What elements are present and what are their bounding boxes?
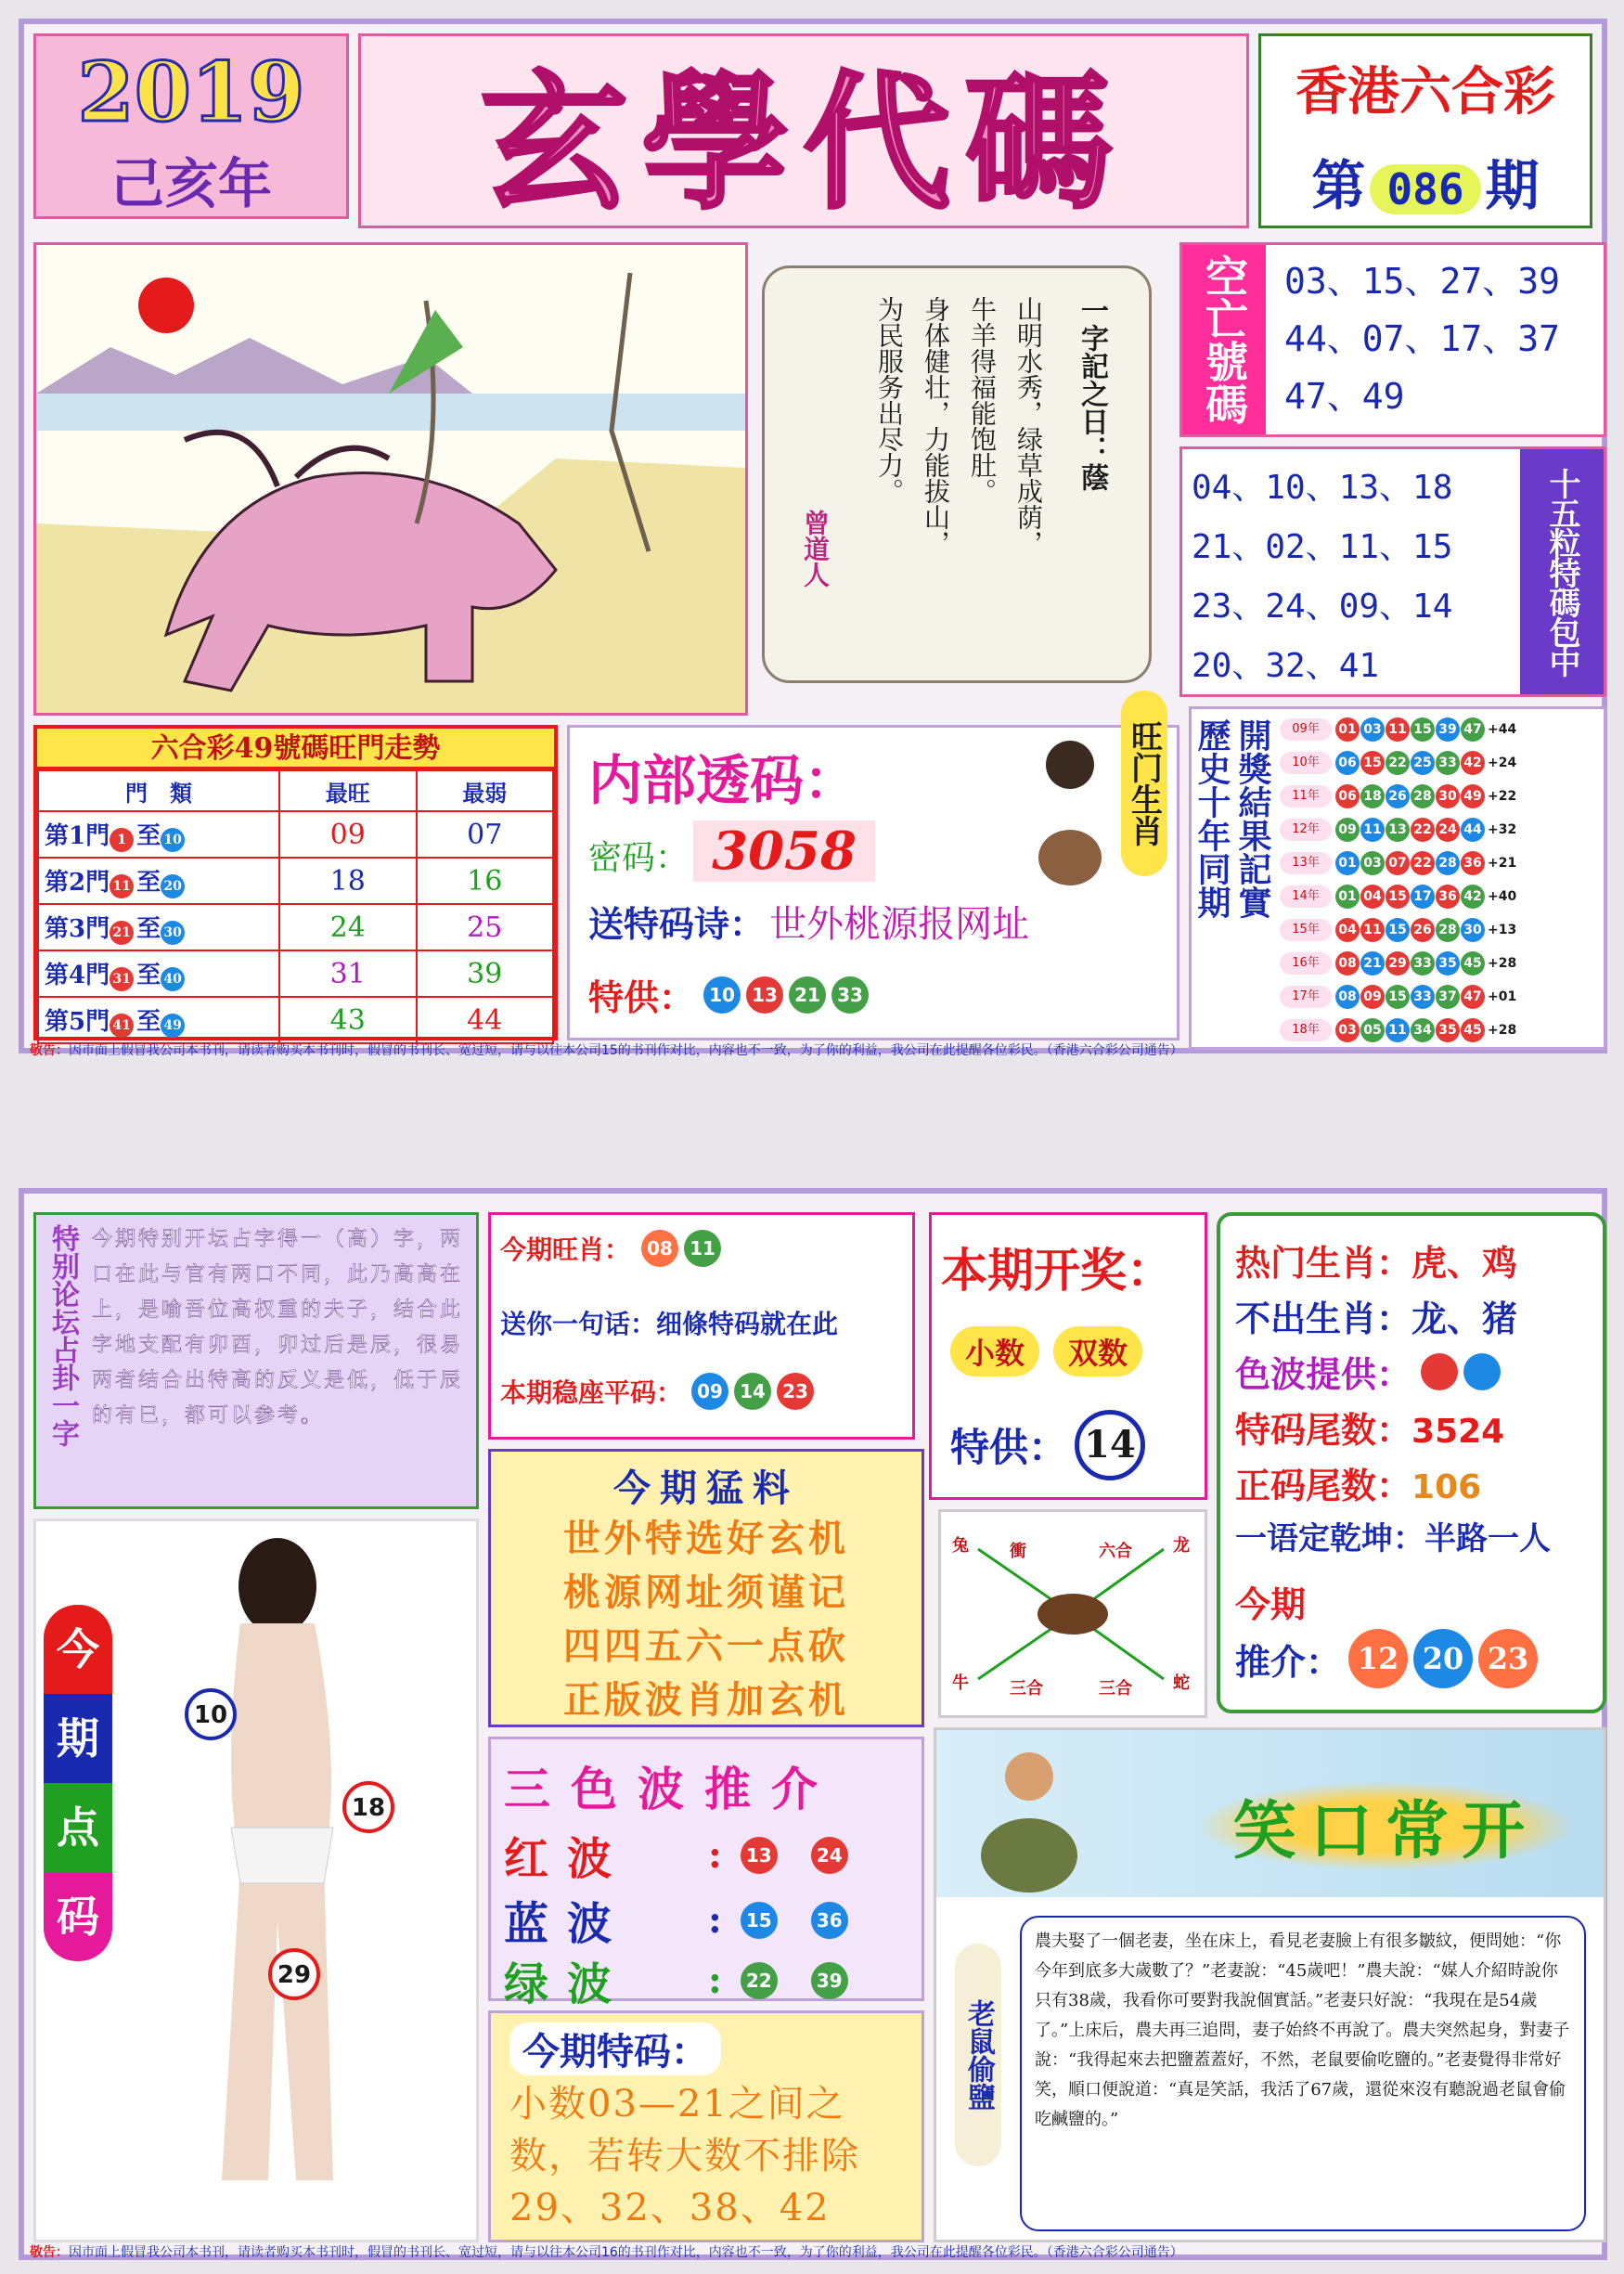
color-line (1235, 1346, 1506, 1397)
zodiac-label: 龙 (1173, 1536, 1190, 1556)
hist-ball: 42 (1461, 751, 1485, 775)
notice-bar (24, 1040, 1602, 1059)
trend-hot: 31 (279, 950, 417, 997)
poem-line-3: 身体健壮，力能拔山， (921, 296, 951, 556)
te15-row: 23、24、09、14 (1192, 588, 1453, 626)
te-line (950, 1410, 1145, 1480)
te-gong-ball: 10 (703, 976, 741, 1014)
hist-ball: 47 (1461, 985, 1485, 1009)
hist-ball: 29 (1386, 951, 1410, 975)
ping-label: 本期稳座平码： (500, 1377, 683, 1408)
hist-title1: 開獎結果記實 (1233, 718, 1272, 919)
hist-row (1280, 846, 1516, 880)
issue-post: 期 (1485, 154, 1540, 217)
red-ball: 13 (741, 1837, 778, 1874)
trend-cold: 25 (417, 904, 554, 950)
trend-door: 第2門 11 至 20 (38, 858, 279, 904)
notice-text: 因市面上假冒我公司本书刊，请读者购买本书刊时，假冒的书刊长、宽过短，请与以往本公司16的书刊作对比，内容也不一致，为了你的利益，我公司在此提醒各位彩民。（香港六合彩公司通告） (69, 2245, 1183, 2260)
page-top (19, 19, 1607, 1058)
zodiac-label: 牛 (952, 1673, 969, 1693)
trend-hot: 43 (279, 997, 417, 1043)
ping-ball: 09 (691, 1373, 728, 1410)
hist-row (1280, 947, 1516, 980)
wang-ball: 11 (684, 1230, 721, 1267)
te-title: 今期特码： (509, 2022, 721, 2075)
hist-ball: 26 (1386, 784, 1410, 808)
main-title: 玄學代碼 (481, 57, 1127, 229)
hist-ball: 30 (1461, 918, 1485, 942)
trend-cold: 44 (417, 997, 554, 1043)
year-block (33, 33, 349, 219)
hist-ball: 03 (1360, 717, 1385, 742)
trend-hot: 18 (279, 858, 417, 904)
kaijiang-tags (950, 1326, 1142, 1376)
hist-ball: 04 (1335, 918, 1360, 942)
hist-special: +44 (1488, 722, 1517, 737)
hist-year: 17年 (1280, 986, 1332, 1008)
double-tag: 双数 (1053, 1326, 1142, 1376)
hist-year: 12年 (1280, 819, 1332, 841)
zodiac-label: 兔 (952, 1536, 969, 1556)
hist-ball: 36 (1436, 885, 1460, 909)
color-label: 色波提供： (1235, 1353, 1412, 1395)
te-gong-ball: 13 (746, 976, 783, 1014)
pt-ball: 29 (268, 1948, 320, 2000)
hist-ball: 22 (1386, 751, 1410, 775)
hist-special: +40 (1488, 889, 1517, 904)
trend-cold: 07 (417, 811, 554, 858)
red-label: 红波 (504, 1833, 631, 1885)
zodiac-label: 蛇 (1173, 1673, 1190, 1693)
kong-nums (1284, 252, 1560, 425)
sanse-box (488, 1737, 924, 2010)
hist-rows (1280, 713, 1516, 1047)
hist-ball: 04 (1360, 885, 1385, 909)
issue-pre: 第 (1311, 154, 1366, 217)
trend-row (38, 904, 553, 950)
laoshu: 老鼠偷鹽 (955, 1944, 1001, 2166)
hist-row (1280, 880, 1516, 913)
hist-ball: 06 (1335, 751, 1360, 775)
one-line (500, 1304, 838, 1341)
tj-ball: 23 (1478, 1629, 1538, 1688)
hist-ball: 33 (1436, 751, 1460, 775)
meng-line: 世外特选好玄机 (563, 1517, 849, 1560)
hist-ball: 13 (1386, 818, 1410, 842)
forum-box (33, 1212, 479, 1509)
hist-ball: 05 (1360, 1018, 1385, 1042)
meng-title: 今期猛料 (613, 1466, 799, 1510)
year: 2019 (77, 44, 305, 140)
wang-label: 今期旺肖： (500, 1234, 631, 1265)
blue-line: 蓝波 : 15 36 (504, 1888, 854, 1952)
hist-ball: 47 (1461, 717, 1485, 742)
hist-ball: 36 (1461, 851, 1485, 875)
trend-door: 第3門 21 至 30 (38, 904, 279, 950)
hist-year: 14年 (1280, 885, 1332, 908)
zodiac-label: 三合 (1010, 1679, 1043, 1699)
trend-cold: 16 (417, 858, 554, 904)
trend-row (38, 811, 553, 858)
hist-ball: 25 (1411, 751, 1435, 775)
tj-ball: 20 (1413, 1629, 1473, 1688)
te-ball: 14 (1075, 1410, 1145, 1480)
ztail-line (1235, 1457, 1481, 1508)
trend-row (38, 858, 553, 904)
point-label (44, 1605, 112, 1961)
hist-ball: 45 (1461, 951, 1485, 975)
hist-row (1280, 780, 1516, 813)
door-label: 第2門 (45, 869, 110, 897)
hist-ball: 35 (1436, 951, 1460, 975)
hist-ball: 28 (1436, 918, 1460, 942)
joke-box (934, 1727, 1606, 2242)
poem-sign: 曾道人 (800, 510, 831, 588)
door-label: 第4門 (45, 962, 110, 989)
zodiac-label: 六合 (1099, 1542, 1132, 1561)
green-ball: 22 (741, 1962, 778, 1999)
ztail-value: 106 (1411, 1468, 1482, 1506)
tail-value: 3524 (1411, 1413, 1505, 1451)
tail-line (1235, 1402, 1504, 1453)
hist-row (1280, 713, 1516, 746)
poem-line-1: 山明水秀，绿草成荫， (1013, 296, 1044, 556)
hist-ball: 11 (1360, 918, 1385, 942)
hist-ball: 07 (1386, 851, 1410, 875)
hist-row (1280, 813, 1516, 846)
kong-row: 47、49 (1284, 376, 1405, 417)
hist-ball: 28 (1436, 851, 1460, 875)
hist-special: +32 (1488, 822, 1517, 837)
tj-line (1235, 1629, 1543, 1688)
pt-ball: 10 (185, 1688, 237, 1740)
hist-ball: 06 (1335, 784, 1360, 808)
hist-special: +13 (1488, 923, 1517, 937)
trend-row (38, 950, 553, 997)
hist-ball: 37 (1436, 985, 1460, 1009)
wang-ball: 08 (641, 1230, 678, 1267)
tj-ball: 12 (1348, 1629, 1408, 1688)
small-tag: 小数 (950, 1326, 1039, 1376)
blue-ball: 15 (741, 1902, 778, 1939)
green-ball: 39 (811, 1962, 848, 1999)
issue-number: 086 (1370, 164, 1480, 214)
ox-illustration (33, 242, 748, 716)
pwd-value: 3058 (693, 820, 875, 882)
meng-line: 正版波肖加玄机 (563, 1678, 849, 1722)
hist-ball: 15 (1411, 717, 1435, 742)
one-label: 送你一句话： (500, 1309, 657, 1339)
ping-ball: 14 (734, 1373, 771, 1410)
trend-title: 六合彩49號碼旺門走勢 (37, 729, 554, 769)
forum-text: 今期特别开坛占字得一（高）字，两口在此与官有两口不同，此乃高高在上，是喻吾位高权重的夫子，结合此字地支配有卯酉，卯过后是辰，很易两者结合出特高的反义是低，低于辰的有巳，都可以参考。 (92, 1228, 464, 1428)
zodiac-box (938, 1509, 1207, 1718)
notice-label: 敬告： (30, 2245, 69, 2260)
door-from: 11 (110, 874, 134, 898)
kaijiang-box (929, 1212, 1207, 1500)
hist-year: 11年 (1280, 785, 1332, 808)
hist-ball: 35 (1436, 1018, 1460, 1042)
door-from: 41 (110, 1014, 134, 1038)
hist-ball: 49 (1461, 784, 1485, 808)
forum-title: 特别论坛占卦一字 (46, 1224, 79, 1447)
trend-table (33, 725, 558, 1040)
meng-line: 桃源网址须谨记 (563, 1570, 849, 1614)
trend-hot: 24 (279, 904, 417, 950)
hist-special: +22 (1488, 789, 1517, 804)
hist-ball: 42 (1461, 885, 1485, 909)
te-gong-label: 特供： (588, 976, 695, 1018)
scroll-poem (762, 265, 1152, 683)
hist-ball: 22 (1411, 851, 1435, 875)
door-to: 20 (161, 874, 185, 898)
te15-row: 04、10、13、18 (1192, 469, 1453, 507)
hist-year: 10年 (1280, 752, 1332, 774)
hist-ball: 22 (1411, 818, 1435, 842)
hist-ball: 45 (1461, 1018, 1485, 1042)
te15-nums (1192, 459, 1452, 696)
hist-special: +28 (1488, 956, 1517, 971)
meng-line: 四四五六一点砍 (563, 1624, 849, 1668)
hist-ball: 11 (1386, 717, 1410, 742)
hot-zodiac: 热门生肖：虎、鸡 (1235, 1242, 1518, 1284)
hist-ball: 03 (1360, 851, 1385, 875)
hist-year: 16年 (1280, 952, 1332, 975)
door-from: 1 (110, 828, 134, 852)
hist-ball: 33 (1411, 951, 1435, 975)
trend-door: 第1門 1 至 10 (38, 811, 279, 858)
hist-ball: 08 (1335, 951, 1360, 975)
hist-ball: 39 (1436, 717, 1460, 742)
trend-door: 第5門 41 至 49 (38, 997, 279, 1043)
hist-ball: 24 (1436, 818, 1460, 842)
poem-send-line (588, 895, 1029, 948)
zodiac-label: 衝 (1010, 1542, 1026, 1561)
hist-ball: 15 (1386, 985, 1410, 1009)
red-ball: 24 (811, 1837, 848, 1874)
tj-label: 推介： (1235, 1640, 1342, 1683)
te15-row: 20、32、41 (1192, 647, 1380, 685)
hist-ball: 34 (1411, 1018, 1435, 1042)
meng-box (488, 1449, 924, 1727)
te15-box (1179, 446, 1606, 697)
door-from: 21 (110, 921, 134, 945)
door-to: 49 (161, 1014, 185, 1038)
hist-year: 13年 (1280, 852, 1332, 874)
te-gong-ball: 33 (831, 976, 869, 1014)
te15-row: 21、02、11、15 (1192, 528, 1453, 566)
hist-title2: 歷史十年同期 (1192, 718, 1231, 919)
hist-row (1280, 913, 1516, 947)
pt-ball: 18 (342, 1781, 394, 1833)
trend-door: 第4門 31 至 40 (38, 950, 279, 997)
trend-header: 門 類 (38, 770, 279, 811)
hist-special: +28 (1488, 1023, 1517, 1038)
hist-ball: 03 (1335, 1018, 1360, 1042)
trend-grid (37, 769, 554, 1044)
hist-row (1280, 980, 1516, 1014)
inner-code-box (567, 720, 1179, 1040)
trend-row (38, 997, 553, 1043)
door-to: 30 (161, 921, 185, 945)
main-title-block (358, 33, 1249, 228)
door-to: 40 (161, 967, 185, 991)
door-from: 31 (110, 967, 134, 991)
ox-drawing (36, 245, 745, 713)
hist-ball: 15 (1386, 918, 1410, 942)
hist-ball: 01 (1335, 885, 1360, 909)
te-gong-line (588, 969, 874, 1020)
history-box (1189, 706, 1606, 1050)
hist-ball: 18 (1360, 784, 1385, 808)
kong-row: 44、07、17、37 (1284, 318, 1561, 359)
jq: 今期 (1235, 1583, 1307, 1625)
photo-box (33, 1518, 479, 2242)
lottery-name: 香港六合彩 (1295, 61, 1555, 123)
hist-ball: 15 (1360, 751, 1385, 775)
yiyu: 一语定乾坤：半路一人 (1235, 1520, 1551, 1557)
te-text: 小数03—21之间之数，若转大数不排除29、32、38、42 (509, 2083, 860, 2229)
hist-ball: 21 (1360, 951, 1385, 975)
blue-ball: 36 (811, 1902, 848, 1939)
kong-title: 空亡號碼 (1182, 245, 1266, 434)
snake-monkey-icon (1028, 728, 1112, 895)
te15-title: 十五粒特碼包中 (1520, 449, 1604, 694)
issue-line (1261, 142, 1590, 220)
te-code-box (488, 2010, 924, 2242)
hist-ball: 08 (1335, 985, 1360, 1009)
trend-header: 最旺 (279, 770, 417, 811)
pt-char: 今期点码 (44, 1605, 112, 1961)
notice-text: 因市面上假冒我公司本书刊，请读者购买本书刊时，假冒的书刊长、宽过短，请与以往本公司15的书刊作对比，内容也不一致，为了你的利益，我公司在此提醒各位彩民。（香港六合彩公司通告） (69, 1043, 1183, 1058)
hist-special: +01 (1488, 989, 1517, 1004)
inner-title: 内部透码： (588, 749, 858, 812)
hist-year: 09年 (1280, 718, 1332, 741)
wang-label: 旺门生肖 (1121, 691, 1167, 876)
ping-ball: 23 (777, 1373, 814, 1410)
te-label: 特供： (950, 1425, 1068, 1470)
pwd-label: 密码： (588, 839, 690, 877)
zodiac-label: 三合 (1099, 1679, 1132, 1699)
model-figure (166, 1531, 389, 2217)
pwd-line (588, 820, 875, 882)
issue-block (1258, 33, 1592, 228)
red-line: 红波 : 13 24 (504, 1823, 854, 1887)
sanse-title: 三色波推介 (504, 1762, 838, 1816)
trend-header: 最弱 (417, 770, 554, 811)
poem-line-4: 为民服务出尽力。 (874, 296, 905, 504)
hist-ball: 30 (1436, 784, 1460, 808)
trend-hot: 09 (279, 811, 417, 858)
hist-ball: 26 (1411, 918, 1435, 942)
hist-ball: 44 (1461, 818, 1485, 842)
poem-line-2: 牛羊得福能饱肚。 (967, 296, 998, 504)
door-label: 第1門 (45, 822, 110, 850)
kong-box (1179, 242, 1606, 437)
ping-line (500, 1373, 819, 1410)
kong-row: 03、15、27、39 (1284, 261, 1561, 302)
trend-cold: 39 (417, 950, 554, 997)
poem-send: 世外桃源报网址 (769, 903, 1030, 946)
no-zodiac: 不出生肖：龙、猪 (1235, 1298, 1518, 1339)
hist-ball: 09 (1335, 818, 1360, 842)
kaijiang-title: 本期开奖： (941, 1243, 1173, 1298)
hist-special: +21 (1488, 856, 1517, 871)
wang-line (500, 1230, 727, 1267)
ztail-label: 正码尾数： (1235, 1465, 1412, 1506)
info-box (1217, 1212, 1606, 1713)
hist-ball: 01 (1335, 717, 1360, 742)
zodiac-compass (941, 1512, 1205, 1715)
page-bottom (19, 1188, 1607, 2260)
story-text: 農夫娶了一個老妻，坐在床上，看見老妻臉上有很多皺紋，便問她：“你今年到底多大歲數了？”老妻說：“45歲吧！”農夫說：“媒人介紹時說你只有38歲，我看你可要對我說個實話。”老妻只好說：“我現在是54歲了。”上床后，農夫再三追問，妻子始終不再說了。農夫突然起身，對妻子說：“我得起來去把鹽蓋蓋好，不然，老鼠要偷吃鹽的。”老妻覺得非常好笑，順口便說道：“真是笑話，我活了67歲，還從來沒有聽說過老鼠會偷吃鹹鹽的。” (1020, 1916, 1586, 2231)
door-label: 第5門 (45, 1008, 110, 1036)
hist-ball: 11 (1360, 818, 1385, 842)
hist-ball: 33 (1411, 985, 1435, 1009)
xk-title: 笑口常开 (1196, 1781, 1575, 1871)
hist-ball: 28 (1411, 784, 1435, 808)
green-label: 绿波 (504, 1958, 631, 2010)
one-text: 细條特码就在此 (656, 1309, 839, 1339)
hist-row (1280, 746, 1516, 780)
poem-title: 一字記之日：蔭 (1076, 296, 1108, 491)
hist-ball: 15 (1386, 885, 1410, 909)
hist-year: 18年 (1280, 1019, 1332, 1041)
te-gong-ball: 21 (789, 976, 826, 1014)
red-dot-icon (1421, 1353, 1458, 1390)
hist-special: +24 (1488, 756, 1517, 770)
wang-box (488, 1212, 915, 1440)
hist-ball: 17 (1411, 885, 1435, 909)
hist-ball: 09 (1360, 985, 1385, 1009)
door-to: 10 (161, 828, 185, 852)
notice-label: 敬告： (30, 1043, 69, 1058)
year-sub: 己亥年 (110, 152, 272, 215)
money-bag-icon (973, 1739, 1085, 1897)
tail-label: 特码尾数： (1235, 1409, 1412, 1451)
door-label: 第3門 (45, 915, 110, 943)
hist-ball: 11 (1386, 1018, 1410, 1042)
blue-dot-icon (1463, 1353, 1501, 1390)
notice-bar-2 (24, 2242, 1602, 2261)
hist-year: 15年 (1280, 919, 1332, 941)
green-line: 绿波 : 22 39 (504, 1948, 854, 2012)
poem-send-label: 送特码诗： (588, 903, 766, 945)
hist-ball: 01 (1335, 851, 1360, 875)
blue-label: 蓝波 (504, 1898, 631, 1950)
